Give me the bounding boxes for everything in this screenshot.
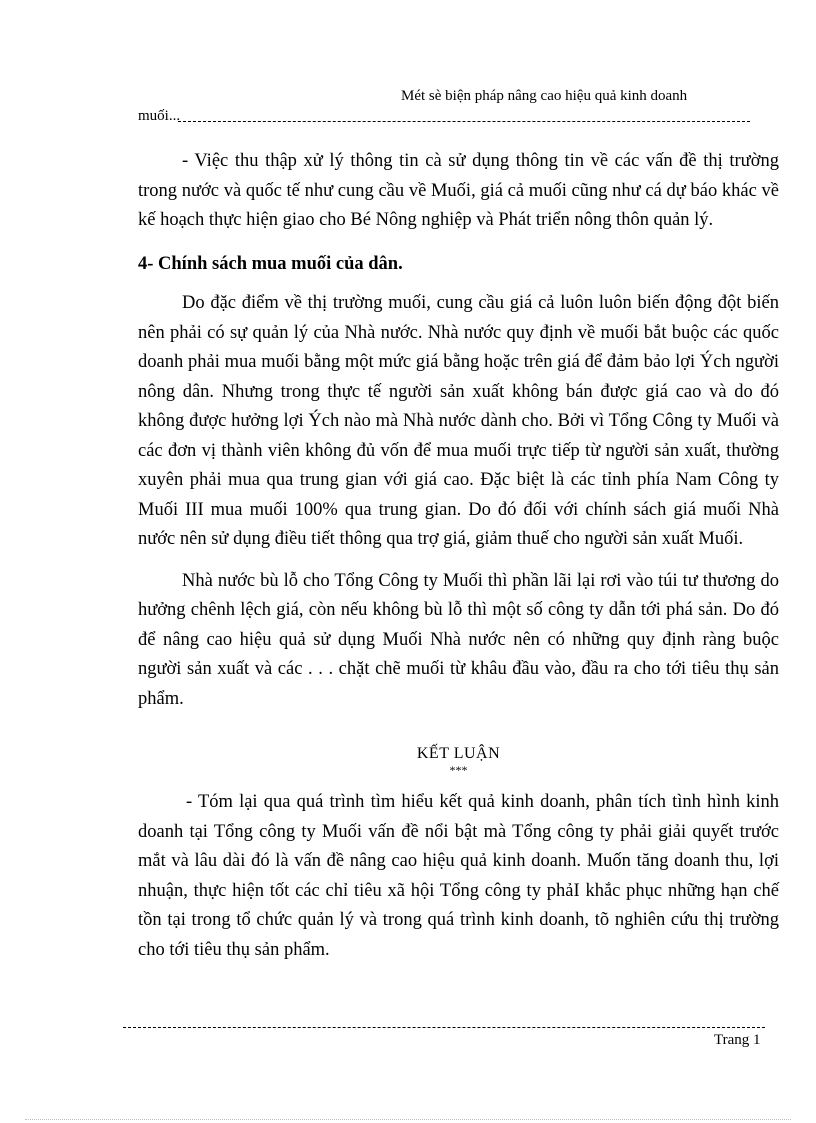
intro-paragraph: - Việc thu thập xử lý thông tin cà sử dụng thông tin về các vấn đề thị trường trong nước và quốc tế như cung cầu về Muối, giá cả muối cũng như cá dự báo khác về kế hoạch thực hiện giao cho Bé Nông nghiệp và Phát triển nông thôn quản lý. xyxy=(138,151,779,230)
conclusion-stars: *** xyxy=(449,763,468,777)
header-title: Mét sè biện pháp nâng cao hiệu quả kinh doanh xyxy=(401,88,688,104)
document-body xyxy=(138,147,779,965)
page-number: Trang 1 xyxy=(714,1032,761,1048)
footer-divider xyxy=(123,1027,765,1028)
paragraph-gap xyxy=(138,555,779,567)
header-title-continuation: muối... xyxy=(138,108,181,124)
page-edge-divider xyxy=(25,1119,791,1120)
header-divider xyxy=(178,121,750,122)
section-heading: 4- Chính sách mua muối của dân. xyxy=(138,253,403,274)
running-header xyxy=(138,88,750,128)
section-paragraph-2: Nhà nước bù lỗ cho Tổng Công ty Muối thì phần lãi lại rơi vào túi tư thương do hưởng chênh lệch giá, còn nếu không bù lỗ thì một số công ty dẫn tới phá sản. Do đó để nâng cao hiệu quả sử dụng Muối Nhà nước nên có những quy định ràng buộc người sản xuất và các . . . chặt chẽ muối từ khâu đầu vào, đầu ra cho tới tiêu thụ sản phẩm. xyxy=(138,570,779,709)
conclusion-paragraph: - Tóm lại qua quá trình tìm hiểu kết quả kinh doanh, phân tích tình hình kinh doanh tại Tổng công ty Muối vấn đề nổi bật mà Tổng công ty phải giải quyết trước mắt và lâu dài đó là vấn đề nâng cao hiệu quả kinh doanh. Muốn tăng doanh thu, lợi nhuận, thực hiện tốt các chỉ tiêu xã hội Tổng công ty phảI khắc phục những hạn chế tồn tại trong tổ chức quản lý và trong quá trình kinh doanh, tõ nghiên cứu thị trường cho tới tiêu thụ sản phẩm. xyxy=(138,792,779,960)
section-paragraph-1: Do đặc điểm về thị trường muối, cung cầu giá cả luôn luôn biến động đột biến nên phải có sự quản lý của Nhà nước. Nhà nước quy định về muối bắt buộc các quốc doanh phải mua muối bằng một mức giá bằng hoặc trên giá để đảm bảo lợi Ých người nông dân. Nhưng trong thực tế người sản xuất không bán được giá cao và do đó không được hưởng lợi Ých nào mà Nhà nước dành cho. Bởi vì Tổng Công ty Muối và các đơn vị thành viên không đủ vốn để mua muối trực tiếp từ người sản xuất, thường xuyên phải mua qua trung gian với giá cao. Đặc biệt là các tỉnh phía Nam Công ty Muối III mua muối 100% qua trung gian. Do đó đối với chính sách giá muối Nhà nước nên sử dụng điều tiết thông qua trợ giá, giảm thuế cho người sản xuất Muối. xyxy=(138,293,779,549)
conclusion-title: KẾT LUẬN xyxy=(416,745,501,762)
